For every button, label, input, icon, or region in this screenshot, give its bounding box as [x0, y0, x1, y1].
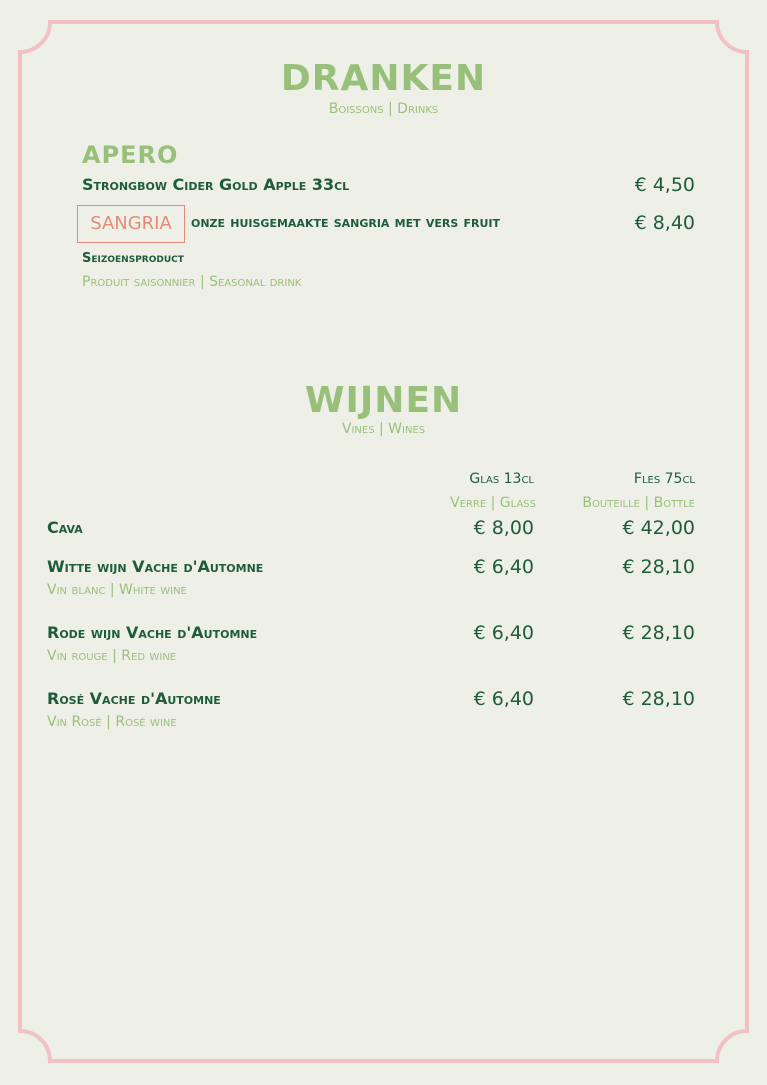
- sangria-badge: SANGRIA: [77, 205, 185, 243]
- wines-title: WIJNEN: [304, 380, 463, 421]
- sangria-description: onze huisgemaakte sangria met vers fruit: [191, 213, 501, 231]
- wine-name-white: Witte wijn Vache d'Automne: [47, 557, 264, 576]
- seasonal-translation: Produit saisonnier | Seasonal drink: [82, 274, 302, 290]
- wine-glass-price-red: € 6,40: [473, 622, 534, 644]
- seasonal-label: Seizoensproduct: [82, 251, 184, 266]
- wine-translation-red: Vin rouge | Red wine: [47, 648, 177, 664]
- wine-glass-price-white: € 6,40: [473, 556, 534, 578]
- drinks-title: DRANKEN: [280, 58, 487, 99]
- column-glass-subheader: Verre | Glass: [450, 495, 536, 511]
- wine-bottle-price-rose: € 28,10: [622, 688, 695, 710]
- wine-bottle-price-red: € 28,10: [622, 622, 695, 644]
- menu-item-strongbow: Strongbow Cider Gold Apple 33cl: [82, 175, 350, 194]
- wine-bottle-price-white: € 28,10: [622, 556, 695, 578]
- wine-glass-price-rose: € 6,40: [473, 688, 534, 710]
- apero-heading: APERO: [82, 141, 179, 169]
- wine-name-rose: Rosé Vache d'Automne: [47, 689, 221, 708]
- wine-bottle-price-cava: € 42,00: [622, 517, 695, 539]
- wine-translation-rose: Vin Rosé | Rosé wine: [47, 714, 177, 730]
- column-bottle-subheader: Bouteille | Bottle: [582, 495, 695, 511]
- wine-translation-white: Vin blanc | White wine: [47, 582, 187, 598]
- wine-glass-price-cava: € 8,00: [473, 517, 534, 539]
- column-glass-header: Glas 13cl: [469, 471, 534, 487]
- price-sangria: € 8,40: [634, 212, 695, 234]
- price-strongbow: € 4,50: [634, 174, 695, 196]
- drinks-subtitle: Boissons | Drinks: [328, 101, 439, 117]
- column-bottle-header: Fles 75cl: [633, 471, 695, 487]
- wine-name-cava: Cava: [47, 518, 83, 537]
- wines-subtitle: Vines | Wines: [341, 421, 426, 437]
- wine-name-red: Rode wijn Vache d'Automne: [47, 623, 258, 642]
